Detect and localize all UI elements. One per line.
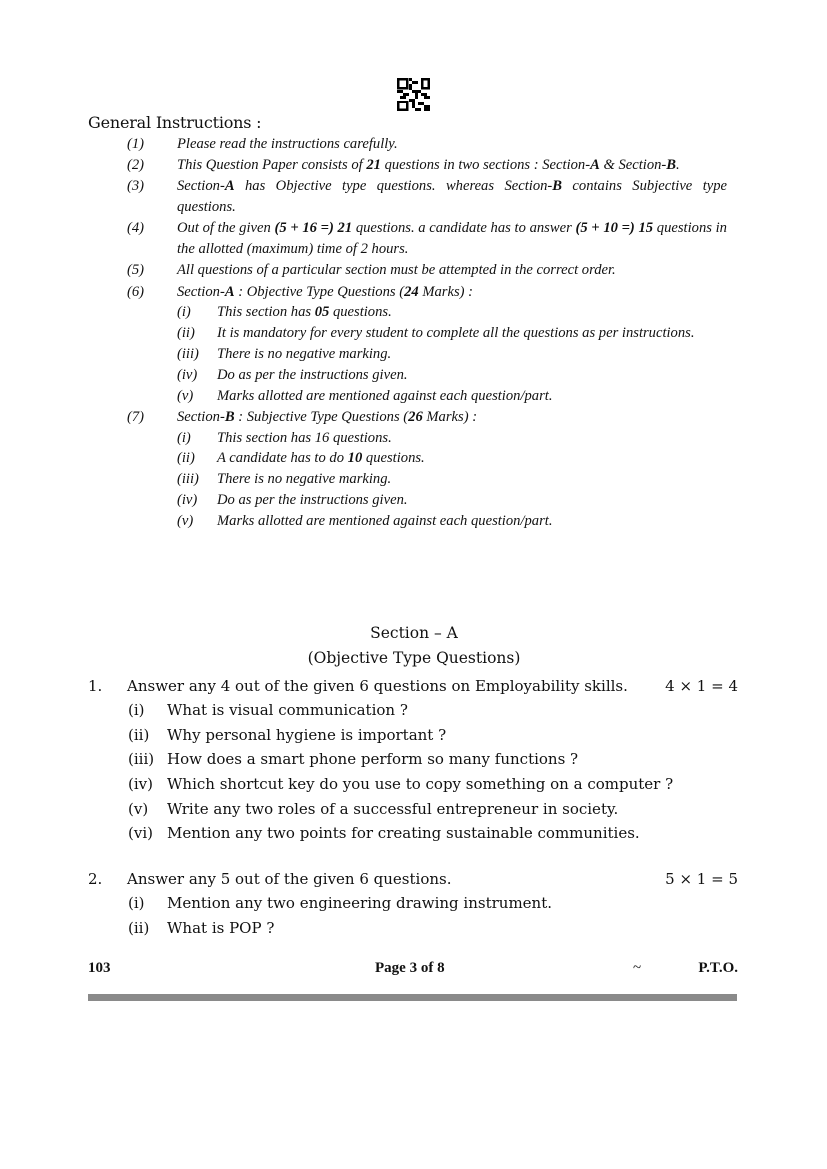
instruction-number: (3) [127,178,145,195]
text-segment: A [590,157,600,174]
subitem-number: (i) [177,429,191,446]
text-segment: It is mandatory for every student to complete all the questions as per instructions. [217,325,695,342]
general-instructions-heading: General Instructions : [88,113,262,132]
instruction-main [177,282,727,303]
question-header [88,866,738,891]
subitem-text [217,344,727,365]
instruction-main [177,176,727,218]
text-segment: Out of the given [177,220,275,237]
sub-question-number: (iv) [128,775,153,794]
subitem-number: (ii) [177,450,195,467]
instruction-main [177,155,727,176]
text-segment: Section- [177,178,225,195]
text-segment: This section has [217,304,315,321]
instruction-item [127,176,727,218]
sub-question [88,821,738,846]
instruction-subitem [177,490,727,511]
sub-question-number: (iii) [128,750,155,769]
text-segment: . [676,157,680,174]
text-segment: B [666,157,677,174]
text-segment: contains Subjective type questions. [177,178,728,216]
section-title: Section – A [370,624,458,642]
instruction-text [177,260,727,281]
sub-question-number: (v) [128,799,149,818]
text-segment: 26 [408,408,423,425]
sub-question [88,796,738,821]
sub-question-text: Mention any two engineering drawing instrument. [167,894,552,913]
question-1 [88,673,738,846]
subitem-text [217,365,727,386]
instruction-item [127,282,727,407]
instruction-number: (7) [127,408,145,425]
text-segment: questions. a candidate has to answer [352,220,576,237]
instruction-main [177,134,727,155]
instruction-main [177,218,727,260]
question-number: 2. [88,869,103,888]
page-footer [88,960,738,982]
instruction-item [127,218,727,260]
sub-question-text: How does a smart phone perform so many functions ? [167,750,579,769]
subitem-number: (iii) [177,345,199,362]
text-segment: Please read the instructions carefully. [177,136,398,152]
sub-question-number: (ii) [128,918,150,937]
subitem-number: (iv) [177,491,198,508]
text-segment: Marks allotted are mentioned against each question/part. [217,512,553,529]
text-segment: Do as per the instructions given. [217,491,408,508]
text-segment: Do as per the instructions given. [217,366,408,383]
question-text: Answer any 5 out of the given 6 questions. [127,869,452,888]
text-segment: questions in the allotted (maximum) time of 2 hours. [177,220,727,258]
sub-question [88,723,738,748]
instruction-subitem [177,448,727,469]
instruction-text [177,155,727,176]
subitem-text [217,428,727,449]
instruction-subitem [177,344,727,365]
instruction-text [177,176,727,218]
instruction-text [177,218,727,260]
section-subtitle: (Objective Type Questions) [307,649,521,667]
question-header [88,673,738,698]
instruction-text [177,134,727,155]
text-segment: (5 + 16 =) 21 [274,220,353,237]
subitem-text [217,448,727,469]
subitem-number: (iv) [177,366,198,383]
text-segment: Marks) : [418,283,473,300]
instruction-number: (5) [127,262,145,279]
sub-question-number: (i) [128,701,145,720]
sub-question-number: (i) [128,894,145,913]
text-segment: A candidate has to do [217,450,348,467]
sub-question [88,698,738,723]
text-segment: 10 [347,450,363,467]
text-segment: A [224,178,235,195]
subitem-number: (ii) [177,325,195,342]
instruction-subitem [177,428,727,449]
text-segment: (5 + 10 =) 15 [575,220,654,237]
text-segment: Section- [177,283,225,300]
instruction-item [127,155,727,176]
qr-code-icon [397,78,430,111]
sub-question-text: Mention any two points for creating sustainable communities. [167,824,640,843]
subitem-number: (iii) [177,471,199,488]
text-segment: This Question Paper consists of [177,157,367,174]
sub-question-text: Which shortcut key do you use to copy something on a computer ? [167,775,674,794]
instruction-item [127,407,727,532]
pto-label: P.T.O. [698,960,738,976]
subitem-number: (v) [177,512,194,529]
footer-divider [88,994,737,1001]
instruction-number: (2) [127,157,145,174]
question-2 [88,866,738,940]
text-segment: has Objective type questions. whereas Section- [234,178,553,195]
instruction-subitem [177,386,727,407]
subitem-number: (i) [177,304,191,321]
instruction-text [177,282,727,407]
instruction-main [177,407,727,428]
question-marks: 4 × 1 = 4 [665,676,738,695]
text-segment: 05 [314,304,330,321]
text-segment: Section- [177,408,225,425]
sub-question-text: Write any two roles of a successful entrepreneur in society. [167,799,619,818]
text-segment: Marks allotted are mentioned against each question/part. [217,387,553,404]
text-segment: questions in two sections : Section- [380,157,591,174]
text-segment: Marks) : [422,408,478,425]
text-segment: 21 [366,157,381,174]
instruction-subitem [177,323,727,344]
instructions-list [127,134,727,532]
text-segment: & Section- [599,157,667,174]
subitem-text [217,323,727,344]
instruction-subitem [177,469,727,490]
text-segment: There is no negative marking. [217,345,392,362]
text-segment: B [224,408,235,425]
subitem-text [217,490,727,511]
text-segment: : Objective Type Questions ( [234,283,405,300]
subitem-text [217,302,727,323]
sub-question [88,772,738,797]
text-segment: : Subjective Type Questions ( [234,408,409,425]
tilde-mark: ~ [633,960,642,976]
instruction-item [127,260,727,281]
instruction-item [127,134,727,155]
text-segment: There is no negative marking. [217,471,392,488]
instruction-text [177,407,727,532]
sub-question [88,891,738,916]
sub-question-number: (vi) [128,824,153,843]
instruction-subitem [177,365,727,386]
subitem-number: (v) [177,387,194,404]
text-segment: 24 [404,283,419,300]
sub-question-text: Why personal hygiene is important ? [167,725,447,744]
question-marks: 5 × 1 = 5 [665,869,738,888]
subitem-text [217,511,727,532]
instruction-number: (1) [127,136,145,152]
instruction-subitem [177,302,727,323]
text-segment: questions. [329,304,392,321]
subitem-text [217,469,727,490]
instruction-number: (6) [127,283,145,300]
sub-question [88,747,738,772]
text-segment: questions. [362,450,425,467]
text-segment: All questions of a particular section must be attempted in the correct order. [177,262,616,279]
page-number: Page 3 of 8 [375,960,445,976]
text-segment: A [224,283,235,300]
text-segment: B [552,178,563,195]
instruction-number: (4) [127,220,145,237]
subitem-text [217,386,727,407]
sub-question-text: What is POP ? [167,918,275,937]
sub-question-number: (ii) [128,725,150,744]
question-number: 1. [88,676,103,695]
sub-question-text: What is visual communication ? [167,701,408,720]
paper-code: 103 [88,960,111,976]
question-text: Answer any 4 out of the given 6 questions on Employability skills. [127,676,628,695]
instruction-subitem [177,511,727,532]
text-segment: This section has 16 questions. [217,429,392,446]
sub-question [88,916,738,941]
instruction-main [177,260,727,281]
